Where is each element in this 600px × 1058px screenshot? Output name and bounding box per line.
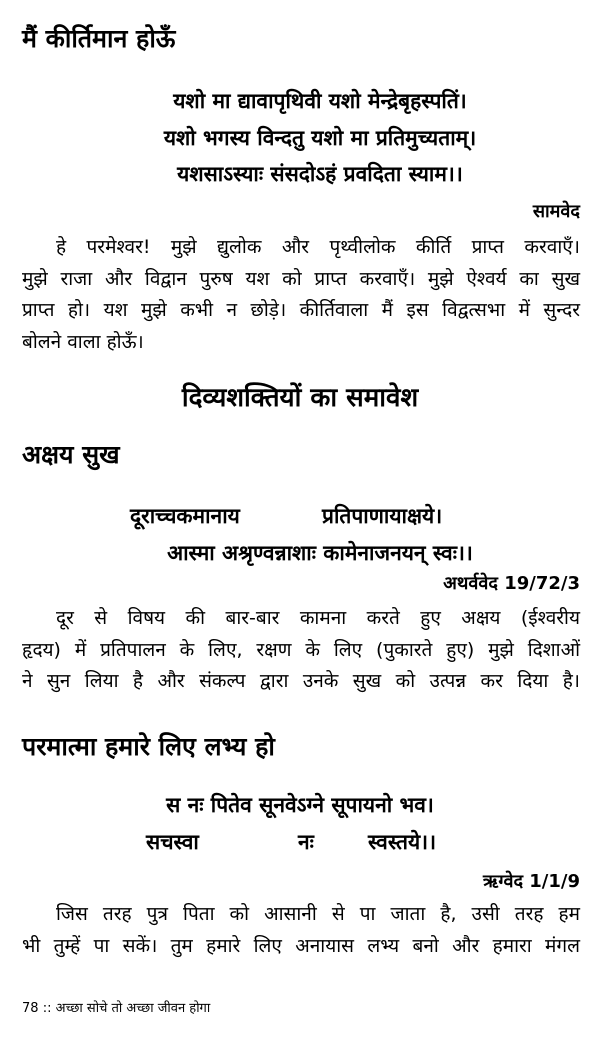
prose-paragraph — [22, 603, 580, 698]
verse-source: ऋग्वेद 1/1/9 — [483, 871, 580, 892]
verse-line-part: सचस्वा — [146, 830, 199, 854]
verse-line-part: नः — [298, 830, 314, 854]
book-title: अच्छा सोचे तो अच्छा जीवन होगा — [55, 1001, 211, 1016]
prose-line: हे परमेश्वर! मुझे द्युलोक और पृथ्वीलोक कीर्ति प्राप्त करवाएँ। — [56, 236, 580, 258]
prose-line: ने सुन लिया है और संकल्प द्वारा उनके सुख को उत्पन्न कर दिया है। — [22, 670, 580, 692]
page-number: 78 — [22, 1001, 39, 1016]
verse-line-left: दूराच्चकमानाय — [130, 504, 240, 528]
prose-line: भी तुम्हें पा सकें। तुम हमारे लिए अनायास लभ्य बनो और हमारा मंगल — [22, 934, 580, 957]
verse-line: यशसाऽस्याः संसदोऽहं प्रवदिता स्याम।। — [177, 162, 463, 186]
prose-paragraph — [22, 899, 580, 962]
section-heading-kirtiman: मैं कीर्तिमान होऊँ — [22, 24, 176, 53]
verse-line: आस्मा अश्रृण्वन्नाशाः कामेनाजनयन् स्वः।। — [167, 541, 473, 565]
prose-line: मुझे राजा और विद्वान पुरुष यश को प्राप्त करवाएँ। मुझे ऐश्वर्य का सुख — [22, 267, 580, 290]
prose-line: हृदय) में प्रतिपालन के लिए, रक्षण के लिए (पुकारते हुए) मुझे दिशाओं — [22, 638, 580, 661]
prose-line: जिस तरह पुत्र पिता को आसानी से पा जाता है, उसी तरह हम — [56, 903, 580, 925]
chapter-title: दिव्यशक्तियों का समावेश — [181, 383, 419, 413]
prose-line: प्राप्त हो। यश मुझे कभी न छोड़े। कीर्तिवाला मैं इस विद्वत्सभा में सुन्दर — [22, 299, 580, 321]
verse-line-part: स्वस्तये।। — [368, 830, 437, 854]
section-heading-akshay-sukh: अक्षय सुख — [22, 440, 120, 469]
prose-paragraph — [22, 232, 580, 358]
page-footer — [22, 1000, 210, 1018]
verse-source: अथर्ववेद 19/72/3 — [443, 573, 580, 594]
verse-line: यशो मा द्यावापृथिवी यशो मेन्द्रेबृहस्पतिं। — [173, 89, 467, 113]
section-heading-parmatma: परमात्मा हमारे लिए लभ्य हो — [22, 732, 275, 761]
footer-separator: :: — [42, 1001, 52, 1016]
verse-line: स नः पितेव सूनवेऽग्ने सूपायनो भव। — [166, 793, 434, 817]
verse-source: सामवेद — [532, 201, 580, 222]
prose-line: दूर से विषय की बार-बार कामना करते हुए अक्षय (ईश्वरीय — [56, 607, 580, 629]
prose-line: बोलने वाला होऊँ। — [22, 330, 144, 353]
verse-line-right: प्रतिपाणायाक्षये। — [322, 504, 443, 528]
verse-line: यशो भगस्य विन्दतु यशो मा प्रतिमुच्यताम्। — [163, 126, 477, 150]
